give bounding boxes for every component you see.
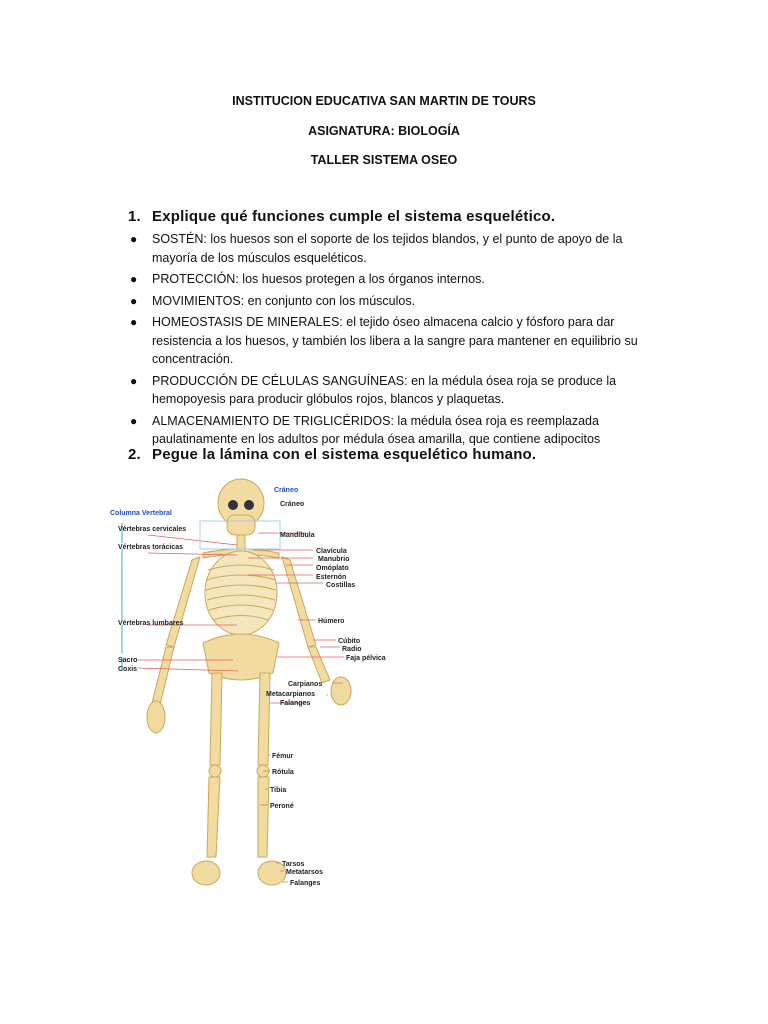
- label-mandibula: Mandíbula: [280, 532, 315, 539]
- label-manubrio: Manubrio: [318, 556, 350, 563]
- patella-left-shape: [209, 765, 221, 777]
- bullet-icon: ●: [130, 315, 138, 329]
- bullet-text: en conjunto con los músculos.: [244, 293, 416, 308]
- label-vertebras-cervicales: Vértebras cervicales: [118, 526, 187, 533]
- bullet-text: los huesos protegen a los órganos internos.: [238, 272, 485, 286]
- hand-left-shape: [147, 701, 165, 733]
- bullet-icon: ●: [130, 272, 138, 286]
- bullet-text: la médula ósea roja es reemplazada paulatinamente en los adultos por médula ósea amarilla, que contiene adipocitos: [152, 413, 601, 446]
- bullet-term: PROTECCIÓN:: [152, 272, 239, 286]
- label-tibia: Tibia: [270, 787, 287, 794]
- bullet-text: en la médula ósea roja se produce la hemopoyesis para producir glóbulos rojos, blancos y plaquetas.: [152, 373, 617, 406]
- forearm-right-shape: [308, 647, 330, 683]
- skeleton-diagram: [108, 475, 398, 895]
- question-2-number: 2.: [128, 446, 141, 463]
- label-metacarpianos: Metacarpianos: [266, 691, 316, 698]
- label-craneo: Cráneo: [280, 501, 305, 508]
- label-falanges: Falanges: [280, 700, 311, 707]
- humerus-left-shape: [166, 557, 200, 647]
- label-humero: Húmero: [318, 618, 345, 625]
- label-vertebras-toracicas: Vértebras torácicas: [118, 544, 183, 551]
- question-2-text: Pegue la lámina con el sistema esquelético humano.: [152, 446, 537, 463]
- functions-list: [128, 230, 648, 452]
- label-cubito: Cúbito: [338, 638, 361, 645]
- label-omoplato: Omóplato: [316, 565, 349, 572]
- label-columna-vertebral: Columna Vertebral: [110, 510, 172, 517]
- label-rotula: Rótula: [272, 769, 294, 776]
- bullet-icon: ●: [130, 232, 138, 246]
- label-esternon: Esternón: [316, 574, 347, 581]
- question-1-number: 1.: [128, 208, 141, 225]
- bullet-term: PRODUCCIÓN DE CÉLULAS SANGUÍNEAS:: [152, 373, 408, 388]
- label-faja-pelvica: Faja pélvica: [346, 655, 386, 662]
- hand-right-shape: [331, 677, 351, 705]
- list-item: [128, 270, 648, 289]
- tibia-left-shape: [207, 777, 220, 857]
- femur-right-shape: [258, 673, 270, 765]
- foot-left-shape: [192, 861, 220, 885]
- list-item: [128, 372, 648, 409]
- header-workshop: TALLER SISTEMA OSEO: [310, 153, 458, 167]
- femur-left-shape: [210, 673, 222, 765]
- bullet-term: SOSTÉN:: [152, 232, 207, 246]
- bullet-icon: ●: [130, 373, 138, 388]
- label-perone: Peroné: [270, 803, 294, 810]
- bullet-term: HOMEOSTASIS DE MINERALES:: [152, 315, 343, 329]
- header-institution: INSTITUCION EDUCATIVA SAN MARTIN DE TOURS: [232, 94, 536, 108]
- bullet-term: ALMACENAMIENTO DE TRIGLICÉRIDOS:: [152, 413, 394, 428]
- bullet-text: los huesos son el soporte de los tejidos blandos, y el punto de apoyo de la mayoría de los músculos esqueléticos.: [152, 232, 623, 265]
- label-clavicula: Clavícula: [316, 548, 347, 555]
- bullet-icon: ●: [130, 293, 138, 308]
- label-craneo-title: Cráneo: [274, 487, 299, 494]
- label-falanges-pie: Falanges: [290, 880, 321, 887]
- label-radio: Radio: [342, 646, 362, 653]
- forearm-left-shape: [152, 647, 174, 705]
- eye-socket-left-shape: [228, 500, 238, 510]
- jaw-shape: [227, 515, 255, 535]
- label-vertebras-lumbares: Vértebras lumbares: [118, 620, 184, 627]
- list-item: [128, 313, 648, 369]
- list-item: [128, 292, 648, 311]
- bullet-icon: ●: [130, 413, 138, 428]
- label-femur: Fémur: [272, 753, 294, 760]
- question-1: [128, 208, 555, 225]
- label-costillas: Costillas: [326, 582, 356, 589]
- header-subject: ASIGNATURA: BIOLOGÍA: [308, 124, 460, 138]
- humerus-right-shape: [282, 557, 316, 647]
- label-carpianos: Carpianos: [288, 681, 323, 688]
- label-metatarsos: Metatarsos: [286, 869, 323, 876]
- list-item: [128, 230, 648, 267]
- label-sacro: Sacro: [118, 657, 138, 664]
- bullet-term: MOVIMIENTOS:: [152, 293, 245, 308]
- bullet-text: el tejido óseo almacena calcio y fósforo para dar resistencia a los huesos, y también los libera a la sangre para mantener en equilibrio su concentración.: [152, 315, 638, 366]
- list-item: [128, 412, 648, 449]
- ribcage-shape: [205, 551, 277, 635]
- label-coxis: Coxis: [118, 666, 138, 673]
- eye-socket-right-shape: [244, 500, 254, 510]
- question-2: [128, 446, 536, 463]
- label-tarsos: Tarsos: [282, 861, 305, 868]
- question-1-text: Explique qué funciones cumple el sistema esquelético.: [152, 208, 556, 225]
